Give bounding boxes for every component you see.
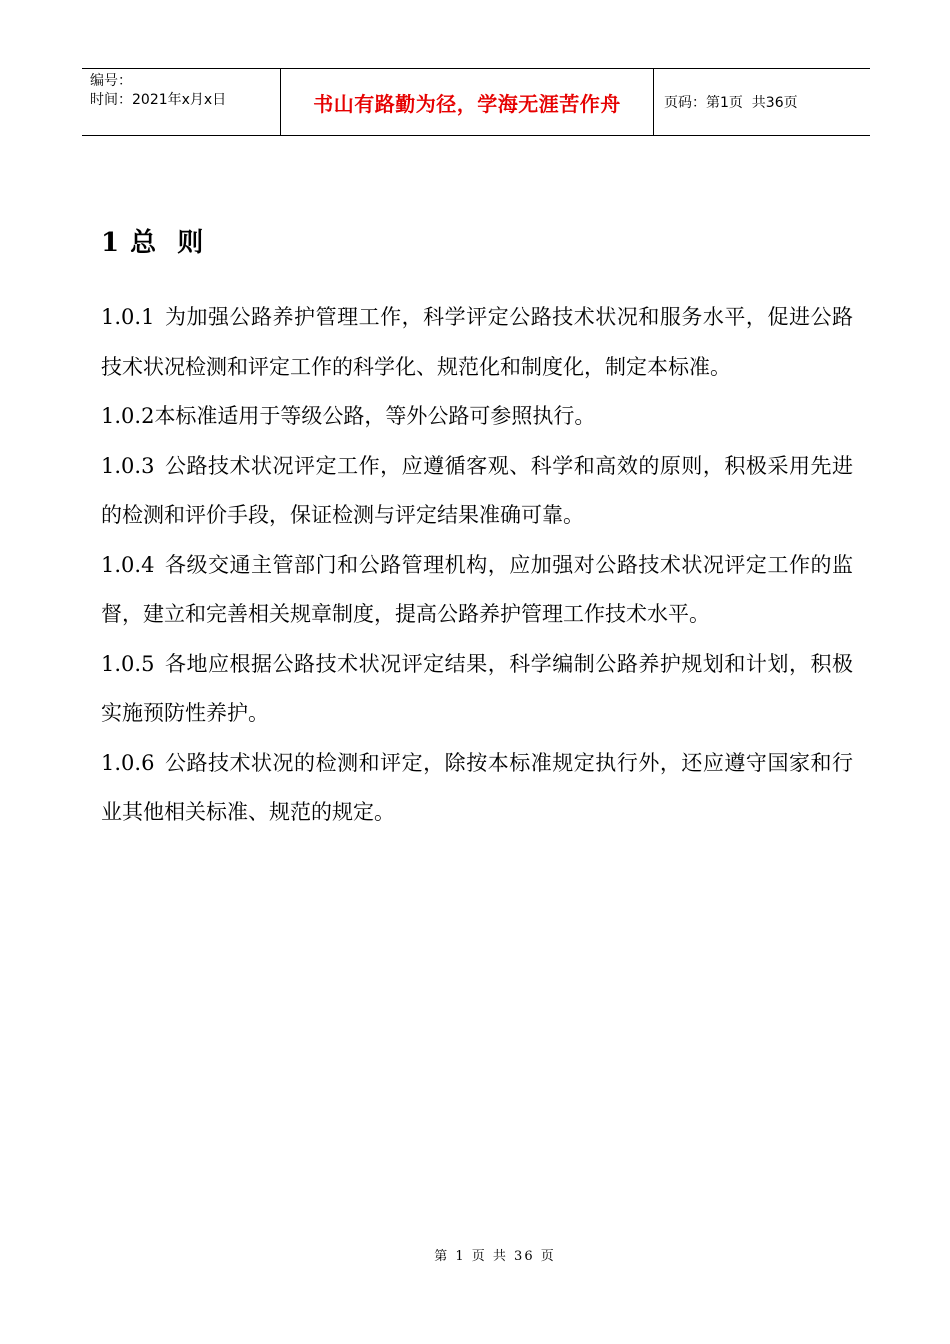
clause-number: 1.0.2 [101, 404, 155, 428]
clause-paragraph [101, 293, 853, 392]
chapter-title: 1 总 则 [101, 228, 205, 258]
clause-paragraph [101, 541, 853, 640]
document-number-label: 编号： [90, 73, 132, 89]
clause-paragraph [101, 442, 853, 541]
page-footer: 第 1 页 共 36 页 [434, 1249, 556, 1264]
clause-number: 1.0.3 [101, 453, 155, 478]
clause-text: 公路技术状况评定工作，应遵循客观、科学和高效的原则，积极采用先进的检测和评价手段，保证检测与评定结果准确可靠。 [101, 453, 853, 527]
clause-number: 1.0.5 [101, 651, 155, 676]
document-header [82, 68, 870, 136]
clause-paragraph [101, 739, 853, 838]
header-meta [82, 69, 281, 135]
clause-paragraph [101, 392, 853, 442]
clause-text: 各地应根据公路技术状况评定结果，科学编制公路养护规划和计划，积极实施预防性养护。 [101, 651, 853, 725]
document-body [101, 293, 853, 838]
header-page-info [654, 69, 870, 135]
document-time-label: 时间：2021年x月x日 [90, 92, 227, 108]
clause-number: 1.0.1 [101, 305, 155, 329]
clause-text: 为加强公路养护管理工作，科学评定公路技术状况和服务水平，促进公路技术状况检测和评定工作的科学化、规范化和制度化，制定本标准。 [101, 305, 853, 379]
clause-paragraph [101, 640, 853, 739]
clause-text: 本标准适用于等级公路，等外公路可参照执行。 [154, 404, 596, 428]
header-page-info-text: 页码：第1页 共36页 [664, 95, 798, 111]
header-motto: 书山有路勤为径，学海无涯苦作舟 [281, 69, 654, 135]
clause-number: 1.0.6 [101, 750, 155, 775]
clause-text: 各级交通主管部门和公路管理机构，应加强对公路技术状况评定工作的监督，建立和完善相关规章制度，提高公路养护管理工作技术水平。 [101, 552, 853, 626]
clause-text: 公路技术状况的检测和评定，除按本标准规定执行外，还应遵守国家和行业其他相关标准、规范的规定。 [101, 750, 853, 824]
clause-number: 1.0.4 [101, 552, 155, 577]
